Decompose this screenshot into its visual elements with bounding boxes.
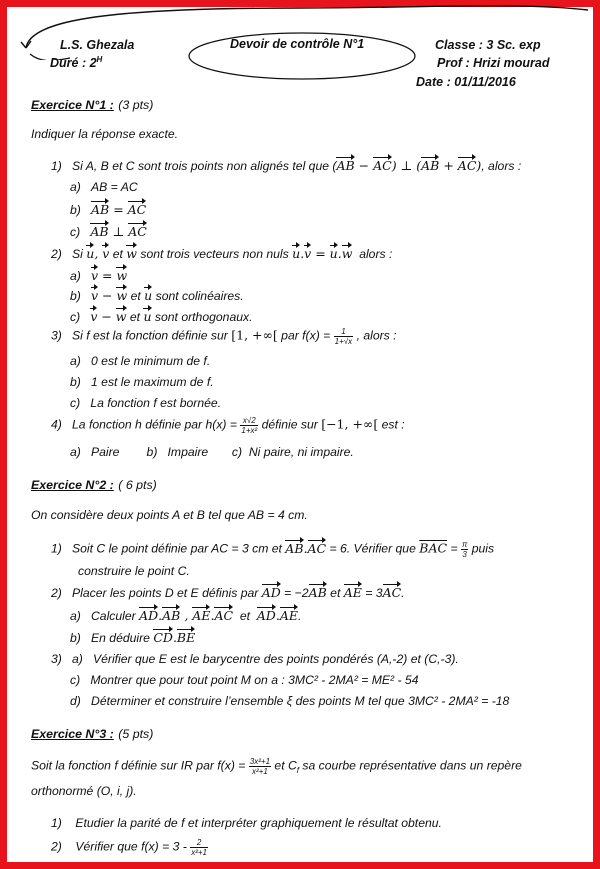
ex1-q4: 4) La fonction h définie par h(x) = $\frac{x√2}{\text{1+x²}}$ définie sur [−1, +∞[ est : <box>51 416 405 435</box>
ex3-heading: Exercice N°3 : (5 pts) <box>31 727 154 741</box>
ex2-q2: 2) Placer les points D et E définis par AD = −2AB et AE = 3AC. <box>51 585 405 600</box>
teacher-label: Prof : Hrizi mourad <box>437 56 550 70</box>
ex1-q1-b: b) AB = AC <box>70 202 147 217</box>
ex3-intro: Soit la fonction f définie sur IR par f(x) = $\frac{\text{3x²+1}}{\text{x²+1}}$ et $C_f$ sa courbe représentative dans un repère <box>31 757 522 776</box>
page-title: Devoir de contrôle N°1 <box>230 37 365 51</box>
ex2-q3-c: c) Montrer que pour tout point M on a : 3MC² - 2MA² = ME² - 54 <box>70 673 419 687</box>
date-label: Date : 01/11/2016 <box>416 75 516 89</box>
ex3-q1: 1) Etudier la parité de f et interpréter graphiquement le résultat obtenu. <box>51 816 442 830</box>
ex1-q1-c: c) AB ⊥ AC <box>70 224 147 239</box>
ex3-q2: 2) Vérifier que f(x) = 3 - $\frac{2}{\text{x²+1}}$ <box>51 838 207 857</box>
duration: Duré : $2^H$ <box>50 55 103 71</box>
ex1-q2: 2) Si u, v et w sont trois vecteurs non nuls u.v = u.w alors : <box>51 246 393 261</box>
ex2-q2-a: a) Calculer AD.AB , AE.AC et AD.AE. <box>70 608 302 623</box>
class-label: Classe : 3 Sc. exp <box>435 38 541 52</box>
ex1-q4-options: a) Paire b) Impaire c) Ni paire, ni impaire. <box>70 445 354 459</box>
ex3-intro-line2: orthonormé (O, i, j). <box>31 784 137 798</box>
ex1-q2-b: b) v − w et u sont colinéaires. <box>70 288 244 303</box>
ex1-q3-a: a) 0 est le minimum de f. <box>70 354 211 368</box>
ex1-q3: 3) Si f est la fonction définie sur [1, +∞[ par f(x) = $\frac{1}{1+√x}$ , alors : <box>51 327 397 346</box>
school-name: L.S. Ghezala <box>60 38 135 52</box>
ex1-q3-b: b) 1 est le maximum de f. <box>70 375 214 389</box>
ex1-q1: 1) Si A, B et C sont trois points non alignés tel que (AB − AC) ⊥ (AB + AC), alors : <box>51 158 522 173</box>
ex1-q2-c: c) v − w et u sont orthogonaux. <box>70 309 253 324</box>
ex1-q1-a: a) AB = AC <box>70 180 138 194</box>
ex1-heading: Exercice N°1 : (3 pts) <box>31 98 154 112</box>
ex1-q3-c: c) La fonction f est bornée. <box>70 396 222 410</box>
ex1-instruction: Indiquer la réponse exacte. <box>31 127 179 141</box>
ex2-q2-b: b) En déduire CD.BE <box>70 630 196 645</box>
ex2-q3-a: 3) a) Vérifier que E est le barycentre des points pondérés (A,-2) et (C,-3). <box>51 652 459 666</box>
ex1-q2-a: a) v = w <box>70 268 128 283</box>
ex2-q1-line2: construire le point C. <box>78 564 190 578</box>
ex2-q3-d: d) Déterminer et construire l’ensemble ξ des points M tel que 3MC² - 2MA² = -18 <box>70 694 510 708</box>
ex2-heading: Exercice N°2 : ( 6 pts) <box>31 478 157 492</box>
ex2-q1: 1) Soit C le point définie par AC = 3 cm et AB.AC = 6. Vérifier que $\overline{BAC}$ = $\frac{\pi}{3}$ puis <box>51 540 495 559</box>
ex2-intro: On considère deux points A et B tel que AB = 4 cm. <box>31 508 308 522</box>
